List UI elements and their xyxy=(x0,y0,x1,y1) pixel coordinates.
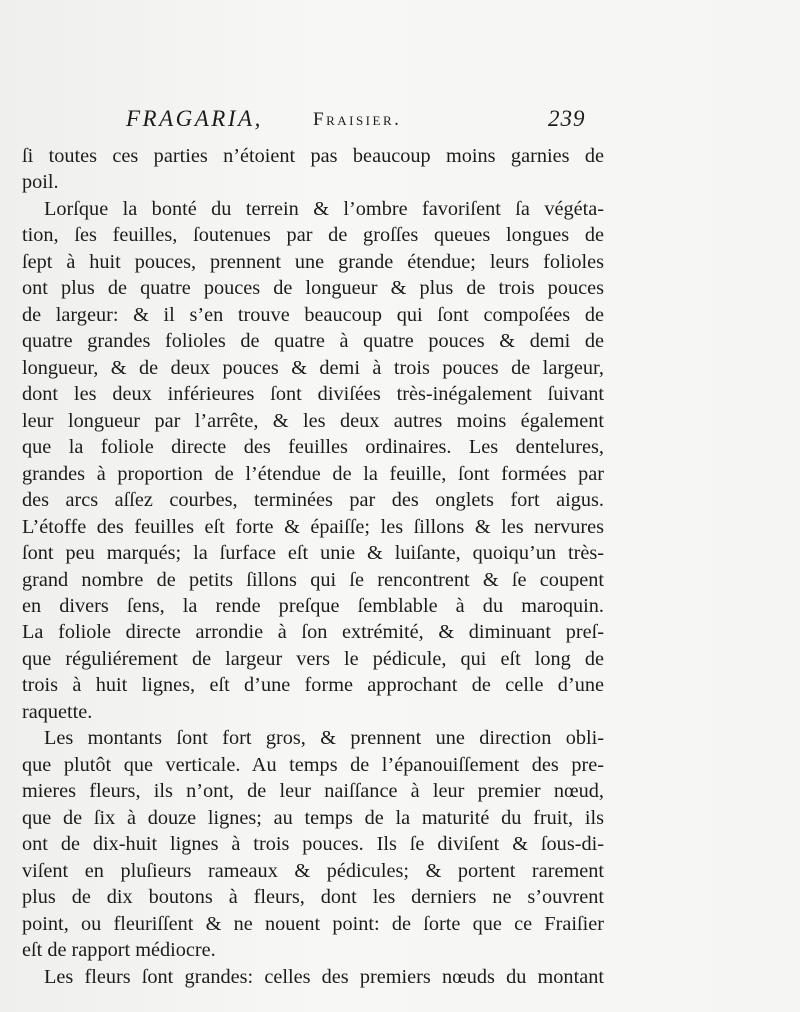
text-line: que la foliole directe des feuilles ordinaires. Les dentelures, xyxy=(22,436,604,459)
running-head-subtitle: Fraisier. xyxy=(313,109,402,130)
text-line: Les fleurs ſont grandes: celles des premiers nœuds du montant xyxy=(44,965,604,988)
text-line: Les montants ſont fort gros, & prennent une direction obli- xyxy=(44,727,604,750)
page-number: 239 xyxy=(548,106,586,131)
text-line: des arcs aſſez courbes, terminées par des onglets fort aigus. xyxy=(22,489,604,512)
running-head-title: FRAGARIA, xyxy=(126,106,263,131)
text-line: raquette. xyxy=(22,700,93,723)
text-line: ſept à huit pouces, prennent une grande étendue; leurs folioles xyxy=(22,250,604,273)
text-line: point, ou fleuriſſent & ne nouent point: de ſorte que ce Fraiſier xyxy=(22,912,604,935)
text-line: que plutôt que verticale. Au temps de l’épanouiſſement des pre- xyxy=(22,753,604,776)
text-line: ont de dix-huit lignes à trois pouces. Ils ſe diviſent & ſous-di- xyxy=(22,833,604,856)
text-line: ſont peu marqués; la ſurface eſt unie & luiſante, quoiqu’un très- xyxy=(22,542,604,565)
text-line: ſi toutes ces parties n’étoient pas beaucoup moins garnies de xyxy=(22,145,604,167)
text-line: grandes à proportion de l’étendue de la feuille, ſont formées par xyxy=(22,462,604,485)
body-text xyxy=(22,143,604,990)
text-line: leur longueur par l’arrête, & les deux autres moins également xyxy=(22,409,604,432)
text-line: eſt de rapport médiocre. xyxy=(22,939,216,962)
text-line: tion, ſes feuilles, ſoutenues par de groſſes queues longues de xyxy=(22,224,604,247)
text-line: longueur, & de deux pouces & demi à trois pouces de largeur, xyxy=(22,356,604,379)
text-line: plus de dix boutons à fleurs, dont les derniers ne s’ouvrent xyxy=(22,886,604,909)
text-line: mieres fleurs, ils n’ont, de leur naiſſance à leur premier nœud, xyxy=(22,780,604,803)
text-line: L’étoffe des feuilles eſt forte & épaiſſe; les ſillons & les nervures xyxy=(22,515,604,538)
text-line: viſent en pluſieurs rameaux & pédicules; & portent rarement xyxy=(22,859,604,882)
text-line: grand nombre de petits ſillons qui ſe rencontrent & ſe coupent xyxy=(22,568,604,591)
text-line: quatre grandes folioles de quatre à quatre pouces & demi de xyxy=(22,330,604,353)
text-line: La foliole directe arrondie à ſon extrémité, & diminuant preſ- xyxy=(22,621,604,644)
running-head xyxy=(22,106,604,136)
text-line: poil. xyxy=(22,171,59,194)
text-line: Lorſque la bonté du terrein & l’ombre favoriſent ſa végéta- xyxy=(44,197,604,220)
text-line: dont les deux inférieures ſont diviſées très-inégalement ſuivant xyxy=(22,383,604,406)
text-line: trois à huit lignes, eſt d’une forme approchant de celle d’une xyxy=(22,674,604,697)
text-line: en divers ſens, la rende preſque ſemblable à du maroquin. xyxy=(22,594,604,617)
text-line: ont plus de quatre pouces de longueur & plus de trois pouces xyxy=(22,277,604,300)
text-line: de largeur: & il s’en trouve beaucoup qui ſont compoſées de xyxy=(22,303,604,326)
text-line: que réguliérement de largeur vers le pédicule, qui eſt long de xyxy=(22,647,604,670)
text-line: que de ſix à douze lignes; au temps de la maturité du fruit, ils xyxy=(22,806,604,829)
